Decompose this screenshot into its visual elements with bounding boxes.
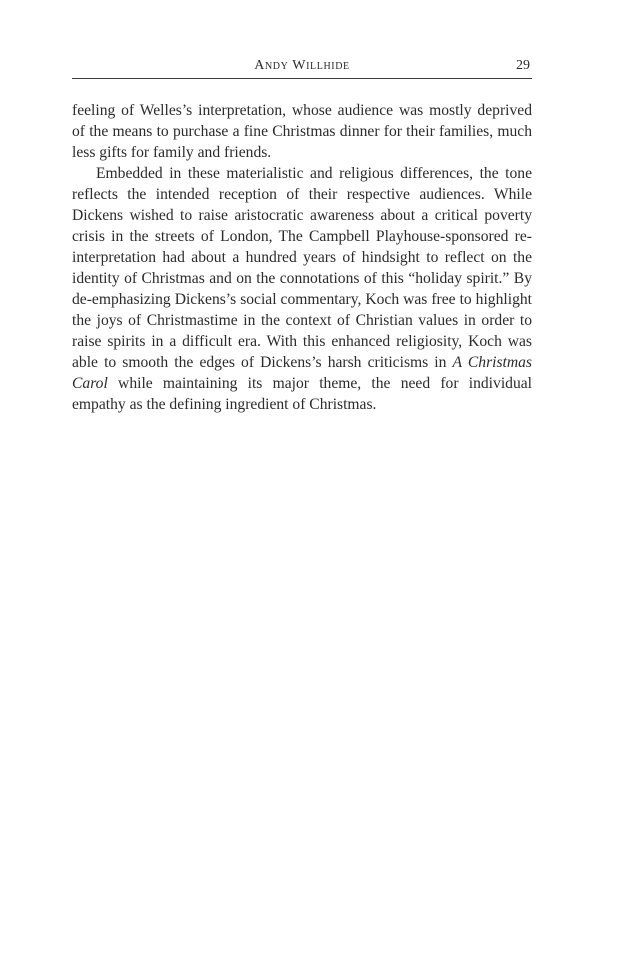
paragraph-1 — [72, 100, 532, 163]
page-number: 29 — [516, 58, 530, 73]
book-page — [72, 0, 532, 415]
paragraph-2-text-after-title: while maintaining its major theme, the need for individual empathy as the defining ingredient of Christmas. — [72, 375, 532, 413]
paragraph-2-text-before-title: Embedded in these materialistic and religious differences, the tone reflects the intended reception of their respective audiences. While Dickens wished to raise aristocratic awareness about a critical poverty crisis in the streets of London, The Campbell Playhouse-sponsored re-interpretation had about a hundred years of hindsight to reflect on the identity of Christmas and on the connotations of this “holiday spirit.” By de-emphasizing Dickens’s social commentary, Koch was free to highlight the joys of Christmastime in the context of Christian values in order to raise spirits in a difficult era. With this enhanced religiosity, Koch was able to smooth the edges of Dickens’s harsh criticisms in — [72, 165, 532, 371]
paragraph-1-text: feeling of Welles’s interpretation, whose audience was mostly deprived of the means to purchase a fine Christmas dinner for their families, much less gifts for family and friends. — [72, 102, 532, 161]
running-head-author: Andy Willhide — [254, 58, 350, 73]
paragraph-2 — [72, 163, 532, 415]
running-head — [72, 0, 532, 79]
body-text — [72, 100, 532, 415]
book-title: A Christmas Carol — [72, 354, 532, 392]
